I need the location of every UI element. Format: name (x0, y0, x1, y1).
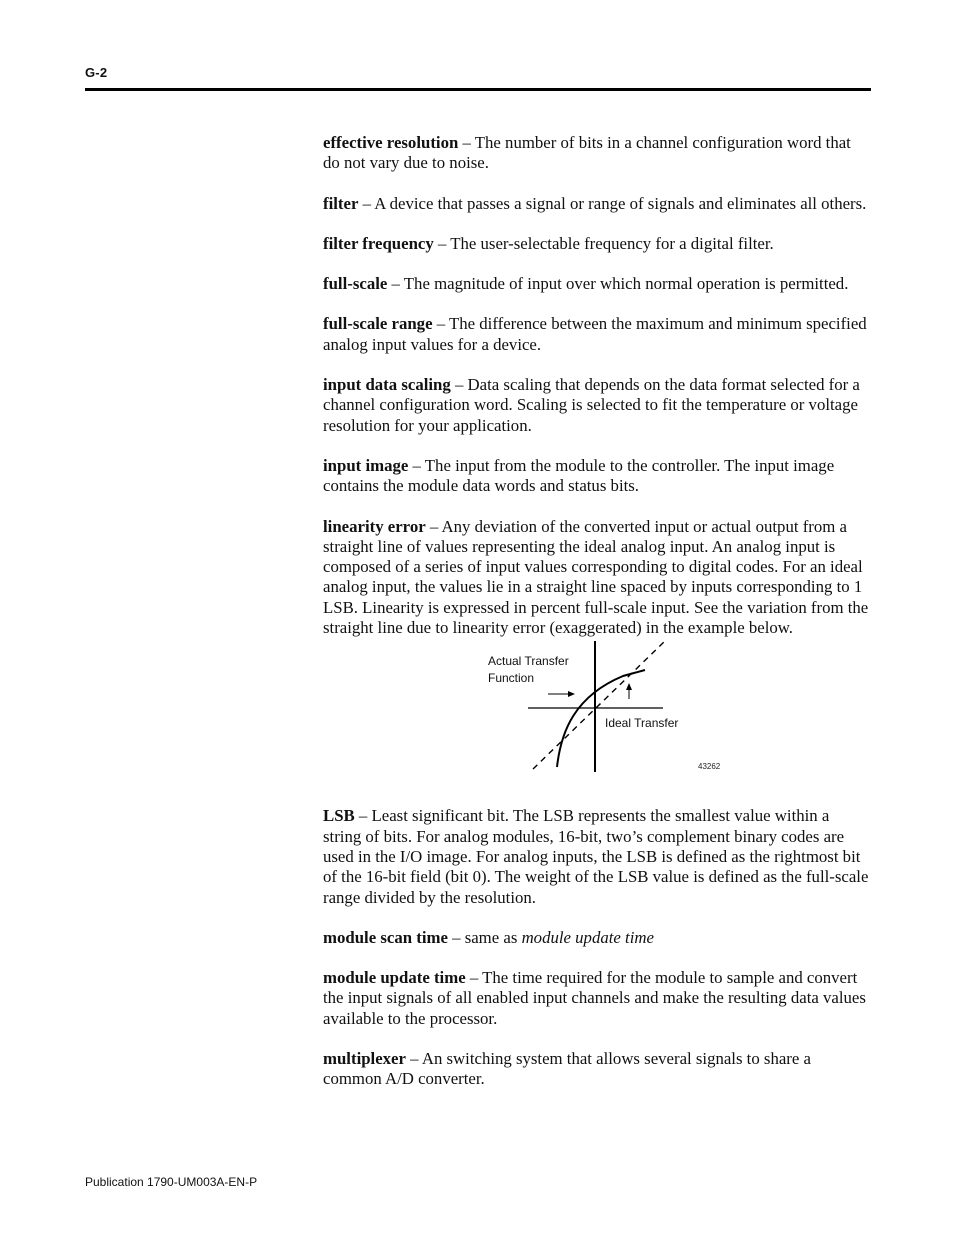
ideal-transfer-label: Ideal Transfer (605, 716, 679, 731)
glossary-definition: – same as (447, 927, 522, 947)
glossary-definition: – An switching system that allows several signals to share a common A/D converter. (323, 1049, 811, 1089)
glossary-term: LSB (323, 806, 355, 826)
page-number: G-2 (85, 65, 108, 80)
glossary-term: multiplexer (323, 1049, 406, 1069)
glossary-entry-lsb (323, 806, 871, 907)
glossary-definition: – A device that passes a signal or range of signals and eliminates all others. (358, 193, 867, 213)
glossary-entry-full-scale-range (323, 314, 871, 355)
glossary-entry-effective-resolution (323, 133, 871, 174)
glossary-term: linearity error (323, 516, 426, 536)
glossary-entry-linearity-error (323, 517, 871, 639)
glossary-entry-input-image (323, 456, 871, 497)
glossary-definition: – The user-selectable frequency for a digital filter. (433, 233, 774, 253)
glossary-term: input image (323, 455, 409, 475)
glossary-cross-reference: module update time (521, 927, 654, 947)
glossary-definition: – The input from the module to the controller. The input image contains the module data words and status bits. (323, 455, 835, 496)
glossary-content (323, 133, 871, 1110)
actual-transfer-label-line1: Actual Transfer (488, 654, 569, 669)
glossary-definition: – Least significant bit. The LSB represents the smallest value within a string of bits. For analog modules, 16-bit, two’s complement binary codes are used in the I/O image. For analog inputs, the LSB is defined as the rightmost bit of the 16-bit field (bit 0). The weight of the LSB value is defined as the full-scale range divided by the resolution. (323, 806, 869, 907)
glossary-term: full-scale (323, 274, 388, 294)
header-rule (85, 88, 871, 91)
glossary-definition: – Data scaling that depends on the data format selected for a channel configuration word. Scaling is selected to fit the temperature or voltage resolution for your application. (323, 375, 860, 435)
glossary-definition: – The number of bits in a channel configuration word that do not vary due to noise. (323, 133, 851, 173)
glossary-term: input data scaling (323, 375, 451, 395)
glossary-definition: – Any deviation of the converted input or actual output from a straight line of values representing the ideal analog input. An analog input is composed of a series of input values corresponding to digital codes. For an ideal analog input, the values lie in a straight line spaced by inputs corresponding to 1 LSB. Linearity is expressed in percent full-scale input. See the variation from the straight line due to linearity error (exaggerated) in the example below. (323, 516, 869, 638)
glossary-term: filter (323, 193, 359, 213)
glossary-definition: – The magnitude of input over which normal operation is permitted. (387, 274, 849, 294)
glossary-entry-full-scale (323, 274, 871, 294)
ideal-label-arrowhead (626, 683, 632, 690)
glossary-entry-multiplexer (323, 1049, 871, 1090)
glossary-term: full-scale range (323, 314, 433, 334)
glossary-entry-module-update-time (323, 968, 871, 1029)
actual-label-arrowhead (568, 691, 575, 697)
glossary-entry-filter (323, 194, 871, 214)
glossary-term: module update time (323, 968, 466, 988)
glossary-entry-filter-frequency (323, 234, 871, 254)
actual-transfer-label-line2: Function (488, 671, 535, 686)
figure-number: 43262 (698, 762, 721, 772)
glossary-definition: – The time required for the module to sample and convert the input signals of all enabled input channels and make the resulting data values available to the processor. (323, 968, 866, 1028)
transfer-function-diagram (323, 641, 871, 783)
glossary-term: module scan time (323, 927, 448, 947)
glossary-entry-module-scan-time (323, 928, 871, 948)
glossary-term: filter frequency (323, 233, 434, 253)
actual-transfer-label (488, 653, 569, 687)
glossary-entry-input-data-scaling (323, 375, 871, 436)
linearity-error-figure (323, 641, 871, 783)
glossary-definition: – The difference between the maximum and minimum specified analog input values for a device. (323, 314, 867, 354)
publication-footer: Publication 1790-UM003A-EN-P (85, 1175, 258, 1189)
glossary-term: effective resolution (323, 133, 459, 152)
